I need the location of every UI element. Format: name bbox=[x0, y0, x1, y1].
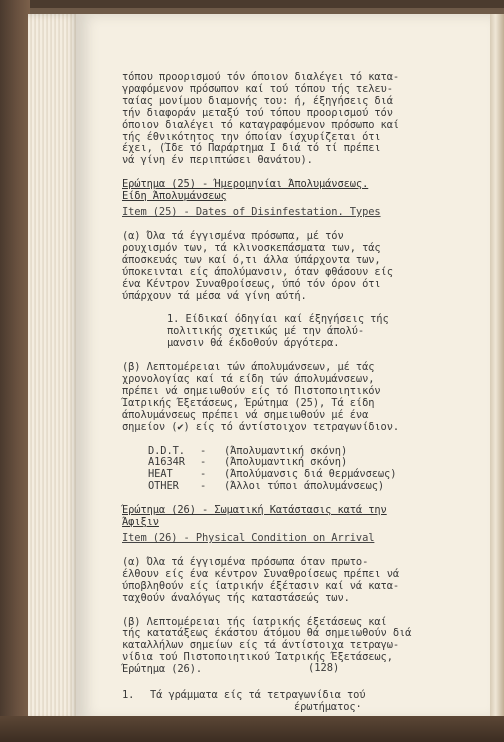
item-25-english-heading: Item (25) - Dates of Disinfestation. Types bbox=[122, 206, 381, 219]
type-code: HEAT bbox=[148, 468, 173, 481]
item-26-paragraph-a: (α) Όλα τά έγγισμένα πρόσωπα όταν πρωτο- έλθουν είς ένα κέντρον Συναθροίσεως πρέπει νά ύποβληθούν είς ίατρικήν έξέτασιν καί νά κατα- ταχθούν άναλόγως τής καταστάσεώς των. bbox=[122, 555, 400, 604]
type-description: (Άπολυμαντική σκόνη) bbox=[224, 456, 348, 469]
item-26-greek-heading: Έρώτημα (26) - Σωματική Κατάστασις κατά την Άφιξιν bbox=[122, 504, 387, 529]
intro-paragraph: τόπου προορισμού τόν όποιον διαλέγει τό κατα- γραφόμενον πρόσωπον καί τού τόπου τής τελευ- ταίας μονίμου διαμονής του: ή, έξηγήσεις διά τήν διαφοράν μεταξύ τού τόπου προορισμού τόν όποιον διαλέγει τό καταγραφόμενον πρόσωπο καί τής έθνικότητος την όποίαν ίσχυρίζεται ότι έχει, (Ίδε τό Παράρτημα Ι διά τό τί πρέπει νά γίνη έν περιπτώσει θανάτου). bbox=[122, 71, 400, 167]
page-content bbox=[122, 72, 466, 714]
type-dash: - bbox=[200, 444, 207, 457]
document-page bbox=[76, 14, 490, 720]
book-cover-spine bbox=[0, 0, 30, 742]
note-number: 1. bbox=[122, 689, 135, 702]
type-description: (Άπολύμανσις διά θερμάνσεως) bbox=[224, 468, 397, 481]
stacked-page-edges bbox=[28, 14, 80, 720]
book-cover-top bbox=[0, 0, 504, 8]
type-code: OTHER bbox=[148, 480, 179, 493]
type-code: A1634R bbox=[148, 456, 185, 469]
page-right-edge bbox=[490, 14, 504, 720]
item-25-paragraph-b: (β) Λεπτομέρειαι τών άπολυμάνσεων, μέ τάς χρονολογίας καί τά είδη τών άπολυμάνσεων, πρέπει νά σημειωθούν είς τό Πιστοποιητικόν Ίατρικής Έξετάσεως, Έρώτημα (25), Τά είδη άπολυμάνσεως πρέπει νά σημειωθούν μέ ένα σημείον (✔) είς τό άντίστοιχον τετραγωνίδιον. bbox=[122, 361, 400, 433]
note-text: Τά γράμματα είς τά τετραγωνίδια τού bbox=[150, 689, 366, 702]
item-26-note-1 bbox=[122, 690, 466, 714]
note-text-continued: έρωτήματος· bbox=[294, 700, 362, 713]
item-25-greek-heading: Ερώτημα (25) - Ήμερομηνίαι Άπολυμάνσεως. Είδη Άπολυμάνσεως bbox=[122, 178, 369, 203]
book-cover-bottom bbox=[0, 716, 504, 742]
type-dash: - bbox=[200, 480, 207, 493]
disinfestation-types-table bbox=[148, 446, 466, 494]
item-25-paragraph-a: (α) Όλα τά έγγισμένα πρόσωπα, μέ τόν ρουχισμόν των, τά κλινοσκεπάσματα των, τάς άποσκευάς των καί ό,τι άλλα ύπάρχοντα των, ύποκεινται είς άπολύμανσιν, όταν φθάσουν είς ένα Κέντρον Συναθροίσεως, ύπό τόν όρον ότι ύπάρχουν τά μέσα νά γίνη αύτή. bbox=[122, 229, 393, 302]
type-description: (Άπολυμαντική σκόνη) bbox=[224, 444, 348, 457]
type-dash: - bbox=[200, 456, 207, 469]
type-code: D.D.T. bbox=[148, 444, 185, 457]
type-description: (Άλλοι τύποι άπολυμάνσεως) bbox=[224, 480, 385, 493]
item-26-paragraph-b: (β) Λεπτομέρειαι τής ίατρικής έξετάσεως καί τής κατατάξεως έκάστου άτόμου θά σημειωθούν διά καταλλήλων σημείων είς τά άντίστοιχα τετραγω- νίδια τού Πιστοποιητικού Ίατρικής Έξετάσεως, Έρώτημα (26). bbox=[122, 615, 412, 676]
item-25-note-1: 1. Είδικαί όδηγίαι καί έξηγήσεις τής πολιτικής σχετικώς μέ την άπολύ- μανσιν θά έκδοθούν άργότερα. bbox=[167, 313, 389, 350]
type-dash: - bbox=[200, 468, 207, 481]
item-26-english-heading: Item (26) - Physical Condition on Arrival bbox=[122, 532, 375, 544]
page-number: (128) bbox=[308, 662, 340, 674]
table-row bbox=[148, 481, 466, 493]
